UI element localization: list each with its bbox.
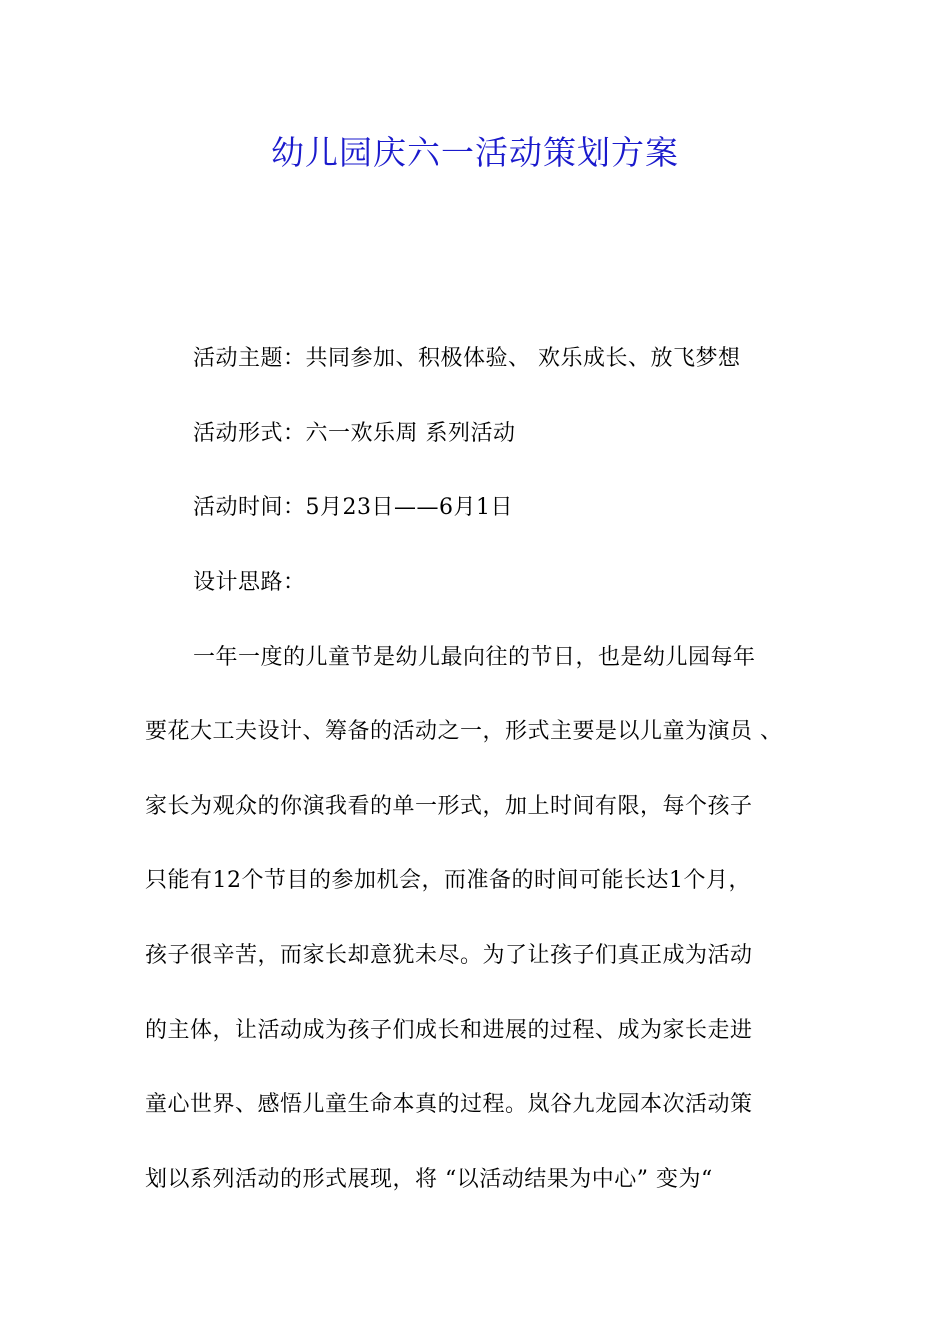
paragraph-line: 划以系列活动的形式展现，将 “以活动结果为中心” 变为“: [145, 1167, 713, 1192]
paragraph-line: 只能有12个节目的参加机会，而准备的时间可能长达1个月，: [145, 868, 751, 893]
design-idea-heading: 设计思路：: [193, 570, 306, 595]
document-title: 幼儿园庆六一活动策划方案: [271, 133, 679, 172]
paragraph-line: 家长为观众的你演我看的单一形式，加上时间有限，每个孩子: [145, 794, 753, 819]
paragraph-line: 要花大工夫设计、筹备的活动之一，形式主要是以儿童为演员 、: [145, 719, 783, 744]
activity-theme-line: 活动主题：共同参加、积极体验、 欢乐成长、放飞梦想: [193, 346, 741, 371]
activity-time-line: 活动时间：5月23日——6月1日: [193, 495, 513, 520]
paragraph-line: 童心世界、感悟儿童生命本真的过程。岚谷九龙园本次活动策: [145, 1092, 753, 1117]
activity-format-line: 活动形式：六一欢乐周 系列活动: [193, 421, 516, 446]
paragraph-line: 一年一度的儿童节是幼儿最向往的节日，也是幼儿园每年: [193, 645, 756, 670]
paragraph-line: 孩子很辛苦，而家长却意犹未尽。为了让孩子们真正成为活动: [145, 943, 753, 968]
paragraph-line: 的主体，让活动成为孩子们成长和进展的过程、成为家长走进: [145, 1018, 753, 1043]
